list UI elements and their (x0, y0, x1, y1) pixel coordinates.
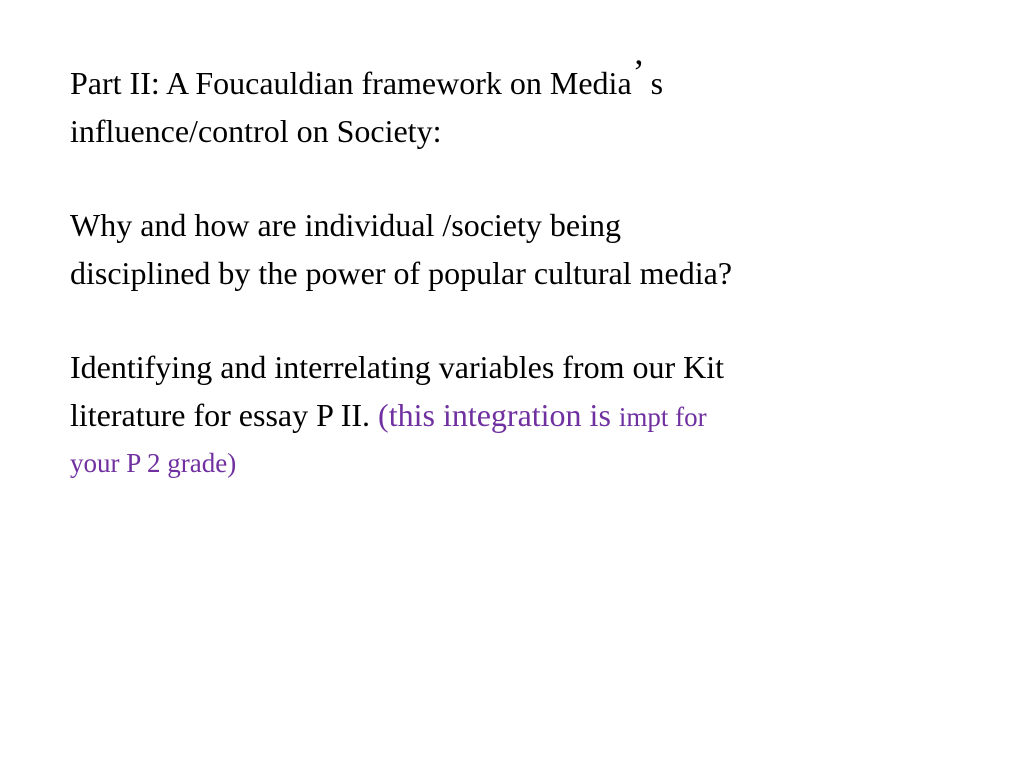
question-line-2: disciplined by the power of popular cultural media? (70, 255, 733, 291)
spacer (70, 297, 970, 343)
title-line-1: Part II: A Foucauldian framework on Media (70, 65, 632, 101)
instruction-line-2: literature for essay P II. (70, 397, 379, 433)
slide-content (70, 52, 970, 485)
instruction-line-1: Identifying and interrelating variables from our Kit (70, 349, 725, 385)
apostrophe: ’ (632, 52, 645, 92)
note-text-line-2: your P 2 grade) (70, 448, 237, 478)
note-text-small: impt for (618, 402, 707, 432)
question-line-1: Why and how are individual /society being (70, 207, 621, 243)
note-open-paren: ( (378, 397, 389, 433)
paragraph-question (70, 201, 970, 297)
paragraph-instruction (70, 343, 970, 485)
title-line-1-end: s (650, 65, 664, 101)
spacer (70, 155, 970, 201)
title-line-2: influence/control on Society: (70, 113, 442, 149)
note-text-large: this integration is (388, 397, 619, 433)
paragraph-title (70, 52, 970, 155)
